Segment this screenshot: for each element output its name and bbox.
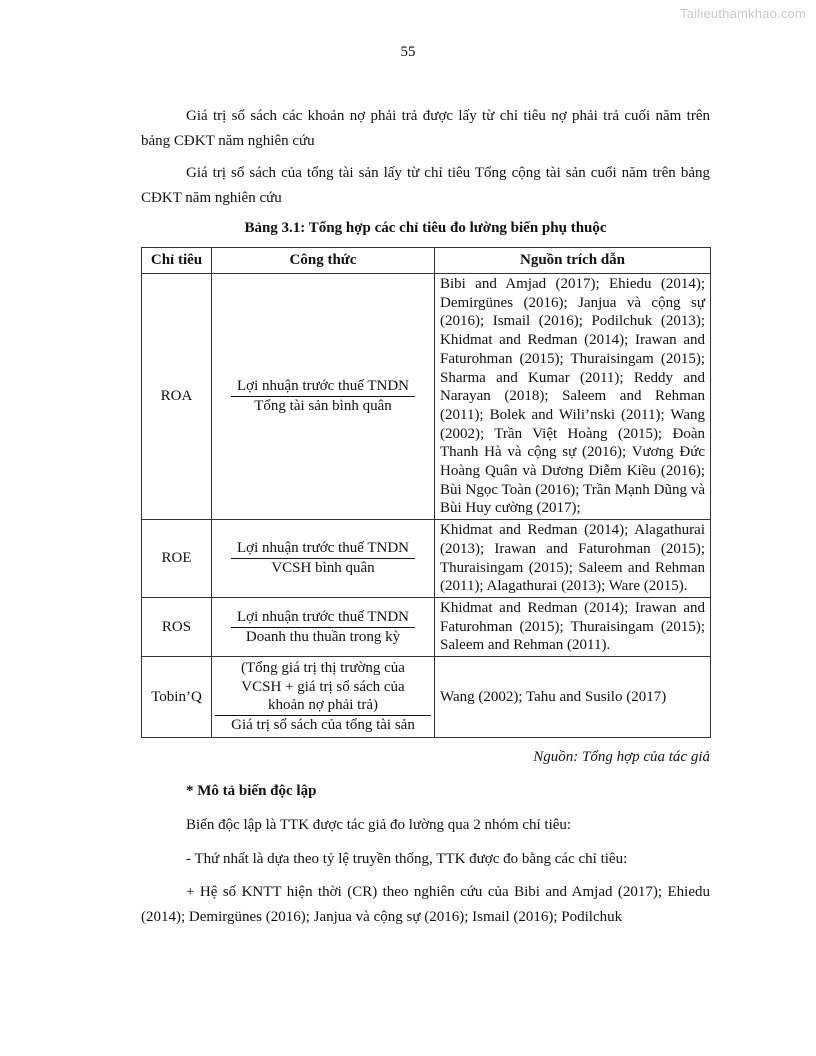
formula-numerator: Lợi nhuận trước thuế TNDN — [231, 377, 415, 397]
formula-numerator: Lợi nhuận trước thuế TNDN — [231, 608, 415, 628]
header-indicator: Chỉ tiêu — [142, 248, 212, 274]
row-source: Wang (2002); Tahu and Susilo (2017) — [435, 657, 711, 738]
paragraph-liabilities: Giá trị sổ sách các khoản nợ phải trả được lấy từ chỉ tiêu nợ phải trả cuối năm trên bảng CĐKT năm nghiên cứu — [141, 108, 710, 149]
row-indicator: ROE — [142, 520, 212, 598]
table-row — [142, 657, 711, 738]
section-heading: * Mô tả biến độc lập — [186, 782, 317, 799]
row-source: Khidmat and Redman (2014); Alagathurai (2013); Irawan and Faturohman (2015); Thuraisingam (2015); Saleem and Rehman (2011); Alagathurai (2013); Ware (2015). — [435, 520, 711, 598]
row-formula — [212, 597, 435, 656]
row-indicator: ROA — [142, 274, 212, 520]
table-row — [142, 274, 711, 520]
formula-denominator: Giá trị sổ sách của tổng tài sản — [231, 717, 415, 734]
row-source: Khidmat and Redman (2014); Irawan and Faturohman (2015); Thuraisingam (2015); Saleem and Rehman (2011). — [435, 597, 711, 656]
row-indicator: ROS — [142, 597, 212, 656]
formula-numerator: (Tổng giá trị thị trường của VCSH + giá trị sổ sách của khoản nợ phải trả) — [215, 659, 431, 716]
formula-fraction — [231, 377, 415, 415]
header-source: Nguồn trích dẫn — [435, 248, 711, 274]
document-body — [141, 104, 710, 930]
paragraph-current-ratio: + Hệ số KNTT hiện thời (CR) theo nghiên cứu của Bibi and Amjad (2017); Ehiedu (2014); Demirgünes (2016); Janjua và cộng sự (2016); Ismail (2016); Podilchuk — [141, 883, 710, 925]
formula-fraction — [231, 539, 415, 577]
formula-fraction — [231, 608, 415, 646]
row-formula — [212, 520, 435, 598]
row-formula — [212, 274, 435, 520]
watermark: Tailieuthamkhao.com — [680, 6, 806, 21]
row-indicator: Tobin’Q — [142, 657, 212, 738]
paragraph-independent-intro: Biến độc lập là TTK được tác giả đo lường qua 2 nhóm chỉ tiêu: — [186, 816, 572, 833]
paragraph-total-assets: Giá trị sổ sách của tổng tài sản lấy từ chỉ tiêu Tổng cộng tài sản cuối năm trên bảng CĐKT năm nghiên cứu — [141, 165, 710, 206]
table-header-row — [142, 248, 711, 274]
table-row — [142, 597, 711, 656]
row-source: Bibi and Amjad (2017); Ehiedu (2014); Demirgünes (2016); Janjua và cộng sự (2016); Ismail (2016); Podilchuk (2013); Khidmat and Redman (2014); Irawan and Faturohman (2015); Thuraisingam (2015); Sharma and Kumar (2011); Reddy and Narayan (2018); Saleem and Rehman (2011); Bolek and Wili’nski (2011); Wang (2002); Trần Việt Hoàng (2015); Đoàn Thanh Hà và cộng sự (2016); Vương Đức Hoàng Quân và Dương Diễm Kiều (2016); Bùi Ngọc Toàn (2016); Trần Mạnh Dũng và Bùi Huy cường (2017); — [435, 274, 711, 520]
table-source-note: Nguồn: Tổng hợp của tác giả — [533, 748, 710, 765]
paragraph-first-group: - Thứ nhất là dựa theo tỷ lệ truyền thống, TTK được đo bằng các chỉ tiêu: — [186, 850, 628, 867]
table-row — [142, 520, 711, 598]
page-number: 55 — [400, 44, 416, 60]
header-formula: Công thức — [212, 248, 435, 274]
formula-denominator: Tổng tài sản bình quân — [254, 398, 392, 415]
dependent-variables-table — [141, 247, 711, 738]
table-title: Bảng 3.1: Tổng hợp các chỉ tiêu đo lường biến phụ thuộc — [244, 220, 607, 236]
formula-numerator: Lợi nhuận trước thuế TNDN — [231, 539, 415, 559]
formula-denominator: VCSH bình quân — [271, 560, 375, 577]
formula-fraction — [215, 659, 431, 735]
formula-denominator: Doanh thu thuần trong kỳ — [245, 628, 401, 645]
row-formula — [212, 657, 435, 738]
